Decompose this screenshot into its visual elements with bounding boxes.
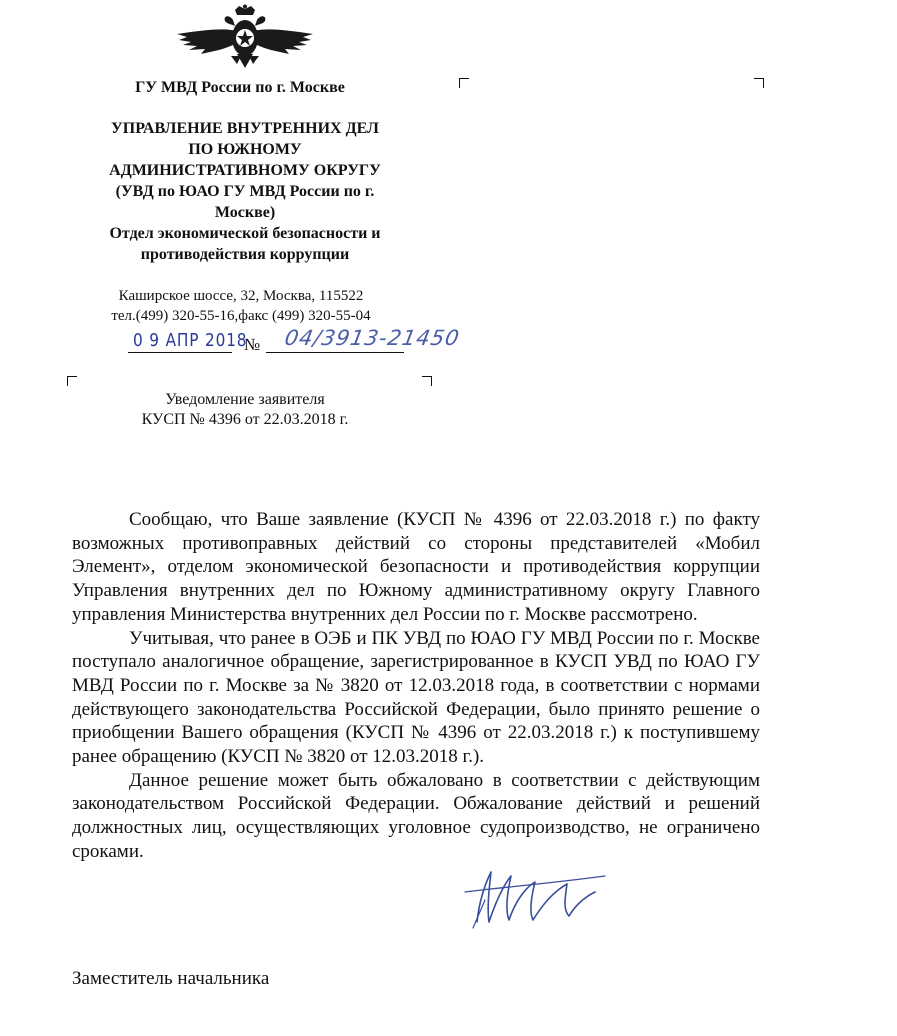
- department-block: [80, 118, 410, 265]
- subject-block: [95, 390, 395, 430]
- department-line: Москве): [214, 204, 276, 221]
- department-line: УПРАВЛЕНИЕ ВНУТРЕННИХ ДЕЛ: [111, 120, 379, 137]
- outgoing-number: 04/3913-21450: [282, 326, 462, 350]
- department-line: (УВД по ЮАО ГУ МВД России по г.: [115, 183, 375, 200]
- letter-body: [72, 508, 760, 864]
- recipient-corner-top-left: [459, 78, 469, 88]
- body-paragraph: Учитывая, что ранее в ОЭБ и ПК УВД по ЮАО ГУ МВД России по г. Москве поступало аналогичное обращение, зарегистрированное в КУСП УВД по ЮАО ГУ МВД России по г. Москве за № 3820 от 12.03.2018 года, в соответствии с нормами действующего законодательства Российской Федерации, было принято решение о приобщении Вашего обращения (КУСП № 4396 от 22.03.2018 г.) к поступившему ранее обращению (КУСП № 3820 от 12.03.2018 г.).: [72, 627, 760, 768]
- subject-corner-top-right: [422, 376, 432, 386]
- double-headed-eagle-emblem: [175, 4, 315, 70]
- signer-title: Заместитель начальника: [72, 968, 270, 989]
- date-stamp: 0 9 АПР 2018: [133, 330, 248, 351]
- body-paragraph: Сообщаю, что Ваше заявление (КУСП № 4396 от 22.03.2018 г.) по факту возможных противоправных действий со стороны представителей «Мобил Элемент», отделом экономической безопасности и противодействия коррупции Управления внутренних дел по Южному административному округу Главного управления Министерства внутренних дел России по г. Москве рассмотрено.: [72, 509, 760, 625]
- department-line: АДМИНИСТРАТИВНОМУ ОКРУГУ: [109, 162, 381, 179]
- recipient-corner-top-right: [754, 78, 764, 88]
- department-line: ПО ЮЖНОМУ: [188, 141, 302, 158]
- handwritten-signature: [455, 862, 615, 934]
- address-block: [80, 286, 402, 326]
- address: Каширское шоссе, 32, Москва, 115522: [118, 288, 364, 304]
- organization-name: ГУ МВД России по г. Москве: [135, 79, 345, 96]
- body-paragraph: Данное решение может быть обжаловано в соответствии с действующим законодательством Российской Федерации. Обжалование действий и решений должностных лиц, осуществляющих уголовное судопроизводство, не ограничено сроками.: [72, 769, 760, 862]
- department-line: противодействия коррупции: [140, 246, 350, 263]
- department-line: Отдел экономической безопасности и: [109, 225, 381, 242]
- number-underline: [266, 352, 404, 353]
- subject-reference: КУСП № 4396 от 22.03.2018 г.: [141, 411, 349, 428]
- subject-title: Уведомление заявителя: [165, 391, 325, 408]
- number-sign: №: [244, 335, 261, 354]
- phone-fax: тел.(499) 320-55-16,факс (499) 320-55-04: [111, 308, 371, 324]
- subject-corner-top-left: [67, 376, 77, 386]
- date-underline: [128, 352, 232, 353]
